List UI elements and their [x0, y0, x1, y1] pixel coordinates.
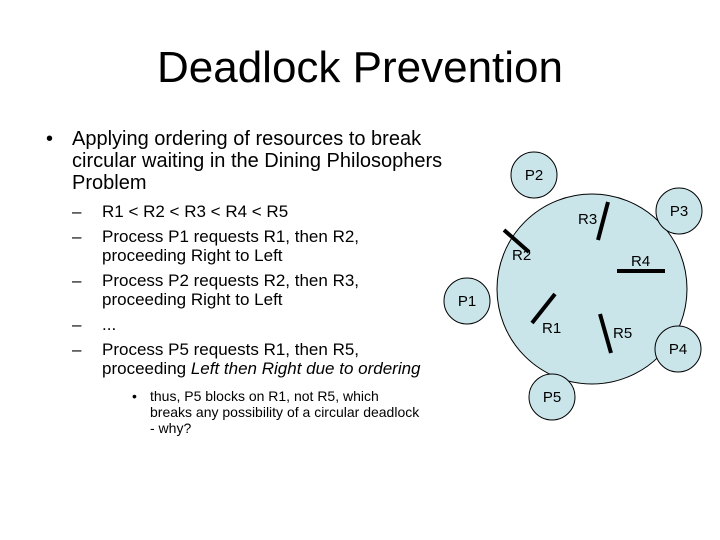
sub-bullet-text: Process P1 requests R1, then R2, proceeding Right to Left — [102, 227, 360, 265]
dash-icon: – — [72, 340, 82, 359]
sub-bullet-text: Process P2 requests R2, then R3, proceeding Right to Left — [102, 271, 360, 309]
process-label-p4: P4 — [668, 341, 688, 358]
process-label-p3: P3 — [669, 203, 689, 220]
emphasis-text: Left then Right due to ordering — [190, 359, 421, 378]
process-label-p2: P2 — [524, 167, 544, 184]
dash-icon: – — [72, 202, 82, 221]
dash-icon: – — [72, 315, 82, 334]
bullet-dot-icon: • — [46, 128, 54, 150]
sub-bullet-text: ... — [102, 315, 117, 334]
dash-icon: – — [72, 271, 82, 290]
process-label-p1: P1 — [457, 293, 477, 310]
bullet-dot-icon: • — [132, 388, 137, 404]
resource-label-r2: R2 — [512, 247, 532, 264]
sub-bullet-text: Process P5 requests R1, then R5, proceeding — [102, 340, 360, 378]
resource-label-r3: R3 — [578, 211, 598, 228]
main-bullet-text: Applying ordering of resources to break circular waiting in the Dining Philosophers Problem — [72, 128, 443, 194]
sub-sub-bullet-text: thus, P5 blocks on R1, not R5, which breaks any possibility of a circular deadlock - why? — [150, 388, 420, 436]
sub-bullet-text: R1 < R2 < R3 < R4 < R5 — [102, 202, 289, 221]
resource-label-r5: R5 — [613, 325, 633, 342]
dash-icon: – — [72, 227, 82, 246]
process-label-p5: P5 — [542, 389, 562, 406]
slide-title: Deadlock Prevention — [156, 43, 563, 92]
resource-label-r1: R1 — [542, 320, 562, 337]
resource-label-r4: R4 — [631, 253, 651, 270]
